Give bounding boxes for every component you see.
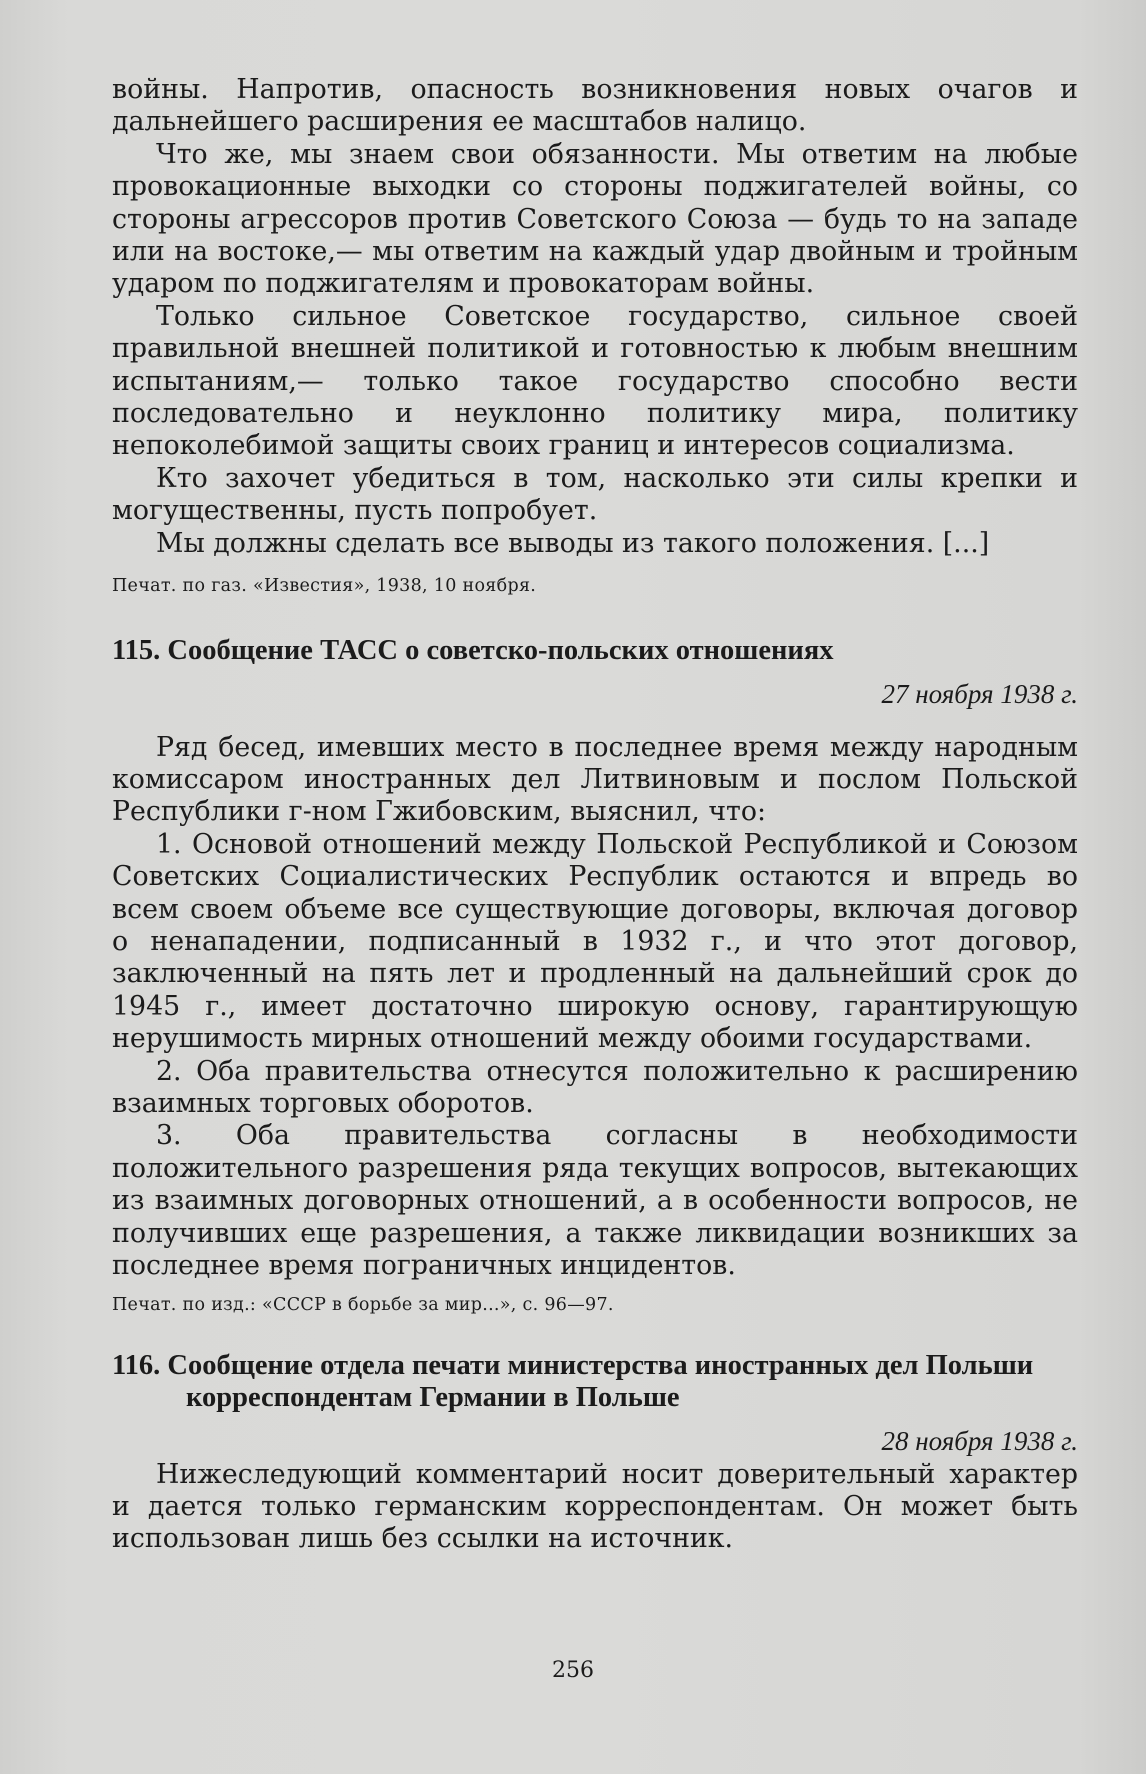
document-date-115: 27 ноября 1938 г. bbox=[881, 678, 1078, 709]
source-note: Печат. по изд.: «СССР в борьбе за мир...», с. 96—97. bbox=[112, 1294, 614, 1315]
page-text bbox=[112, 74, 1078, 1556]
paragraph: войны. Напротив, опасность возникновения новых очагов и дальнейшего расширения ее масштабов налицо. bbox=[112, 74, 1078, 138]
paragraph: Кто захочет убедиться в том, насколько эти силы крепки и могущественны, пусть попробует. bbox=[112, 462, 1078, 527]
paragraph: Только сильное Советское государство, сильное своей правильной внешней политикой и готовностью к любым внешним испытаниям,— только такое государство способно вести последовательно и неуклонно политику мира, политику непоколебимой защиты своих границ и интересов социализма. bbox=[112, 300, 1078, 462]
paragraph: Что же, мы знаем свои обязанности. Мы ответим на любые провокационные выходки со стороны поджигателей войны, со стороны агрессоров против Советского Союза — будь то на западе или на востоке,— мы ответим на каждый удар двойным и тройным ударом по поджигателям и провокаторам войны. bbox=[112, 138, 1078, 300]
page-number: 256 bbox=[552, 1658, 594, 1683]
paragraph: Мы должны сделать все выводы из такого положения. [...] bbox=[156, 527, 990, 559]
document-date-116: 28 ноября 1938 г. bbox=[881, 1425, 1078, 1456]
source-note: Печат. по газ. «Известия», 1938, 10 ноября. bbox=[112, 576, 537, 597]
paragraph: Ряд бесед, имевших место в последнее время между народным комиссаром иностранных дел Литвиновым и послом Польской Республики г-ном Гжибовским, выяснил, что: bbox=[112, 731, 1078, 828]
document-title-116: 116. Сообщение отдела печати министерства иностранных дел Польши корреспондентам Германии в Польше bbox=[112, 1349, 1034, 1413]
paragraph: 2. Оба правительства отнесутся положительно к расширению взаимных торговых оборотов. bbox=[112, 1055, 1078, 1120]
document-title-115: 115. Сообщение ТАСС о советско-польских отношениях bbox=[112, 635, 834, 667]
paragraph: Нижеследующий комментарий носит доверительный характер и дается только германским корреспондентам. Он может быть использован лишь без ссылки на источник. bbox=[112, 1458, 1078, 1555]
paragraph: 1. Основой отношений между Польской Республикой и Союзом Советских Социалистических Республик остаются и впредь во всем своем объеме все существующие договоры, включая договор о ненападении, подписанный в 1932 г., и что этот договор, заключенный на пять лет и продленный на дальнейший срок до 1945 г., имеет достаточно широкую основу, гарантирующую нерушимость мирных отношений между обоими государствами. bbox=[112, 828, 1078, 1055]
paragraph: 3. Оба правительства согласны в необходимости положительного разрешения ряда текущих вопросов, вытекающих из взаимных договорных отношений, а в особенности вопросов, не получивших еще разрешения, а также ликвидации возникших за последнее время пограничных инцидентов. bbox=[112, 1120, 1078, 1282]
